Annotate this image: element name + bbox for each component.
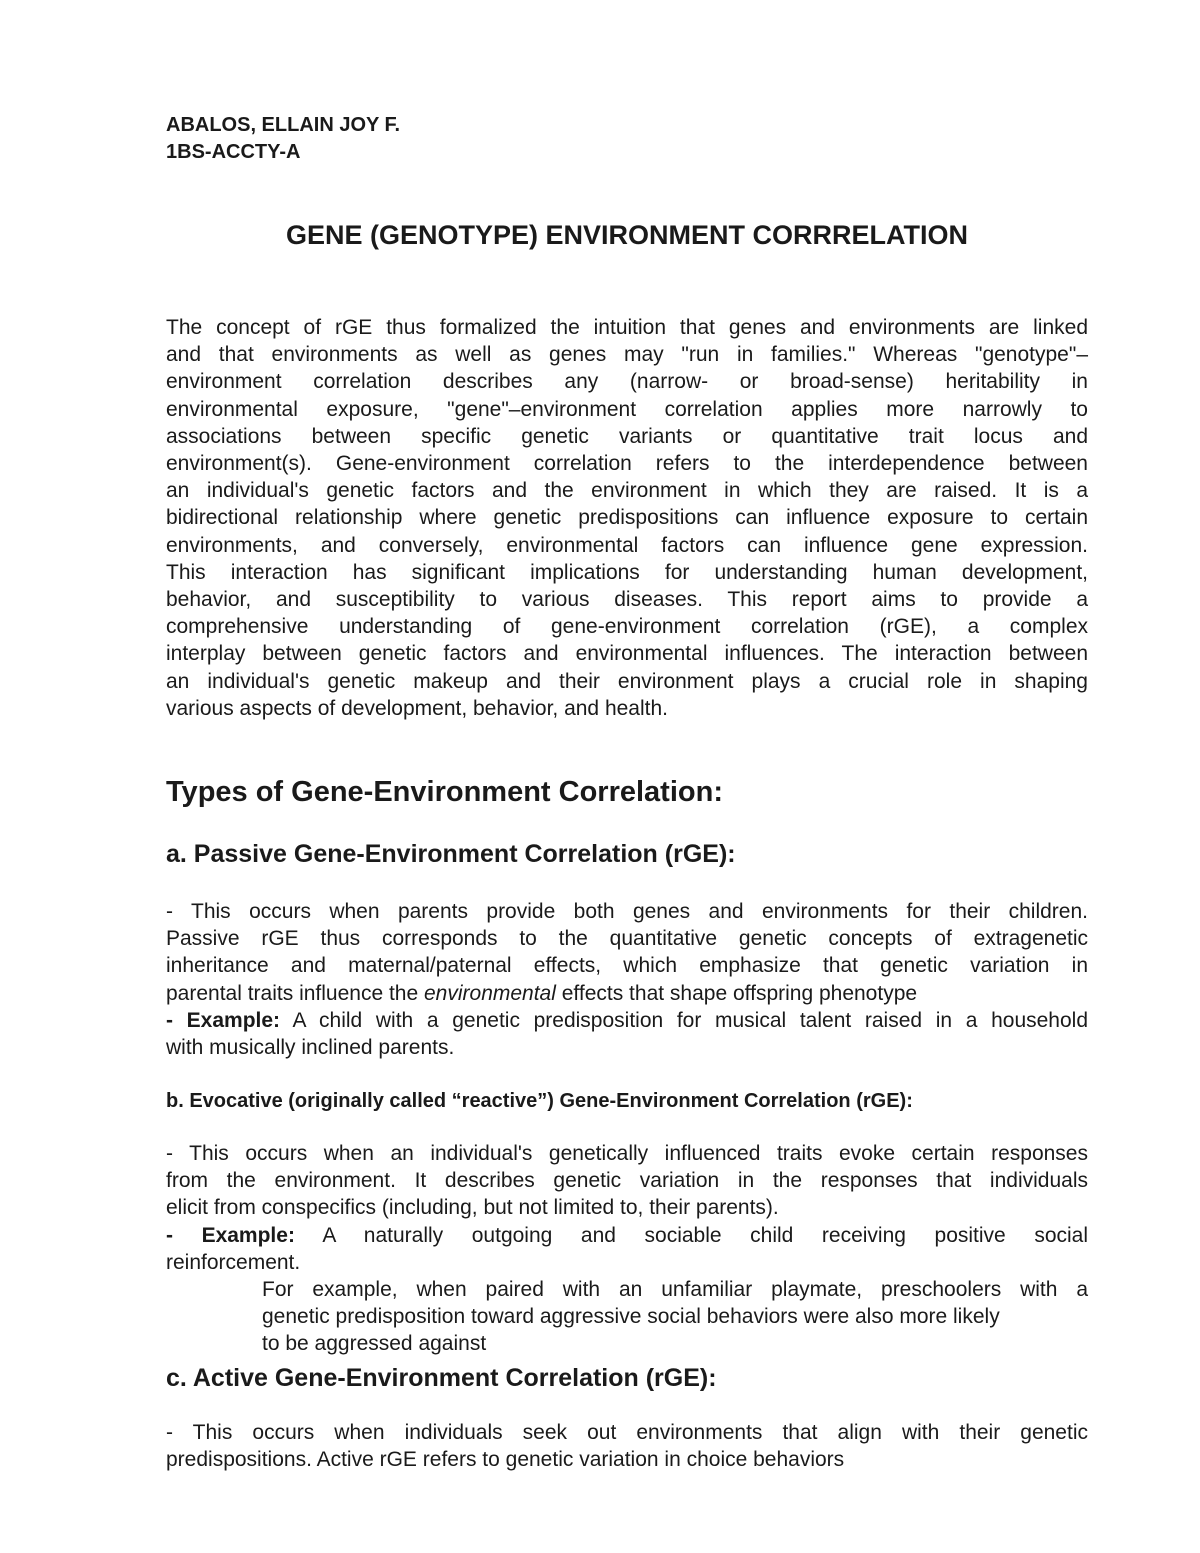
- student-name: ABALOS, ELLAIN JOY F.: [166, 114, 401, 136]
- intro-line: associations between specific genetic variants or quantitative trait locus and: [166, 424, 1088, 448]
- evocative-section: [166, 1140, 1088, 1358]
- passive-line: Passive rGE thus corresponds to the quantitative genetic concepts of extragenetic: [166, 927, 1088, 951]
- intro-line: various aspects of development, behavior, and health.: [166, 696, 668, 720]
- passive-example-text: A child with a genetic predisposition for musical talent raised in a household: [280, 1008, 1089, 1032]
- evocative-example: [166, 1222, 1088, 1249]
- intro-line: comprehensive understanding of gene-environment correlation (rGE), a complex: [166, 615, 1088, 639]
- intro-line: an individual's genetic factors and the environment in which they are raised. It is a: [166, 479, 1088, 503]
- passive-line: inheritance and maternal/paternal effects, which emphasize that genetic variation in: [166, 954, 1088, 978]
- indent-line: to be aggressed against: [262, 1332, 487, 1356]
- intro-line: environment correlation describes any (narrow- or broad-sense) heritability in: [166, 370, 1088, 394]
- intro-line: behavior, and susceptibility to various diseases. This report aims to provide a: [166, 588, 1088, 612]
- passive-section: [166, 898, 1088, 1061]
- intro-line: bidirectional relationship where genetic predispositions can influence exposure to certain: [166, 506, 1088, 530]
- active-heading: c. Active Gene-Environment Correlation (rGE):: [166, 1364, 717, 1392]
- evocative-heading: b. Evocative (originally called “reactive”) Gene-Environment Correlation (rGE):: [166, 1090, 913, 1112]
- evocative-line: - This occurs when an individual's genetically influenced traits evoke certain responses: [166, 1142, 1088, 1165]
- evocative-example-text: A naturally outgoing and sociable child receiving positive social: [294, 1223, 1089, 1247]
- passive-line-4-post: effects that shape offspring phenotype: [555, 981, 918, 1005]
- intro-line: This interaction has significant implications for understanding human development,: [166, 560, 1088, 584]
- passive-line-4-italic: environmental: [424, 981, 556, 1005]
- types-heading: Types of Gene-Environment Correlation:: [166, 776, 723, 808]
- document-page: [166, 112, 1089, 1472]
- evocative-line: elicit from conspecifics (including, but not limited to, their parents).: [166, 1196, 779, 1220]
- student-section: 1BS-ACCTY-A: [166, 141, 301, 163]
- passive-line: - This occurs when parents provide both genes and environments for their children.: [166, 900, 1088, 923]
- passive-heading: a. Passive Gene-Environment Correlation (rGE):: [166, 840, 736, 868]
- evocative-example-label: - Example:: [166, 1223, 295, 1247]
- passive-line-4-pre: parental traits influence the: [166, 981, 424, 1005]
- passive-example-cont: with musically inclined parents.: [166, 1036, 455, 1060]
- indent-line: For example, when paired with an unfamiliar playmate, preschoolers with a: [262, 1278, 1088, 1302]
- passive-example-label: - Example:: [166, 1008, 281, 1032]
- active-line: - This occurs when individuals seek out environments that align with their genetic: [166, 1421, 1088, 1444]
- active-line: predispositions. Active rGE refers to genetic variation in choice behaviors: [166, 1448, 845, 1472]
- active-section: [166, 1419, 1088, 1473]
- intro-line: and that environments as well as genes may "run in families." Whereas "genotype"–: [166, 343, 1088, 367]
- evocative-line: from the environment. It describes genetic variation in the responses that individuals: [166, 1169, 1088, 1193]
- intro-line: environments, and conversely, environmental factors can influence gene expression.: [166, 533, 1088, 557]
- intro-paragraph: [166, 314, 1088, 722]
- indent-line: genetic predisposition toward aggressive social behaviors were also more likely: [262, 1305, 1000, 1329]
- evocative-indent-block: [262, 1276, 1088, 1358]
- intro-line: environmental exposure, "gene"–environment correlation applies more narrowly to: [166, 397, 1088, 421]
- intro-line: an individual's genetic makeup and their environment plays a crucial role in shaping: [166, 669, 1088, 693]
- evocative-example-cont: reinforcement.: [166, 1250, 301, 1274]
- intro-line: The concept of rGE thus formalized the intuition that genes and environments are linked: [166, 316, 1088, 339]
- passive-line-4: [166, 980, 1088, 1007]
- document-title: GENE (GENOTYPE) ENVIRONMENT CORRRELATION: [285, 220, 969, 250]
- passive-example: [166, 1007, 1088, 1034]
- intro-line: interplay between genetic factors and environmental influences. The interaction between: [166, 642, 1088, 666]
- intro-line: environment(s). Gene-environment correlation refers to the interdependence between: [166, 452, 1088, 476]
